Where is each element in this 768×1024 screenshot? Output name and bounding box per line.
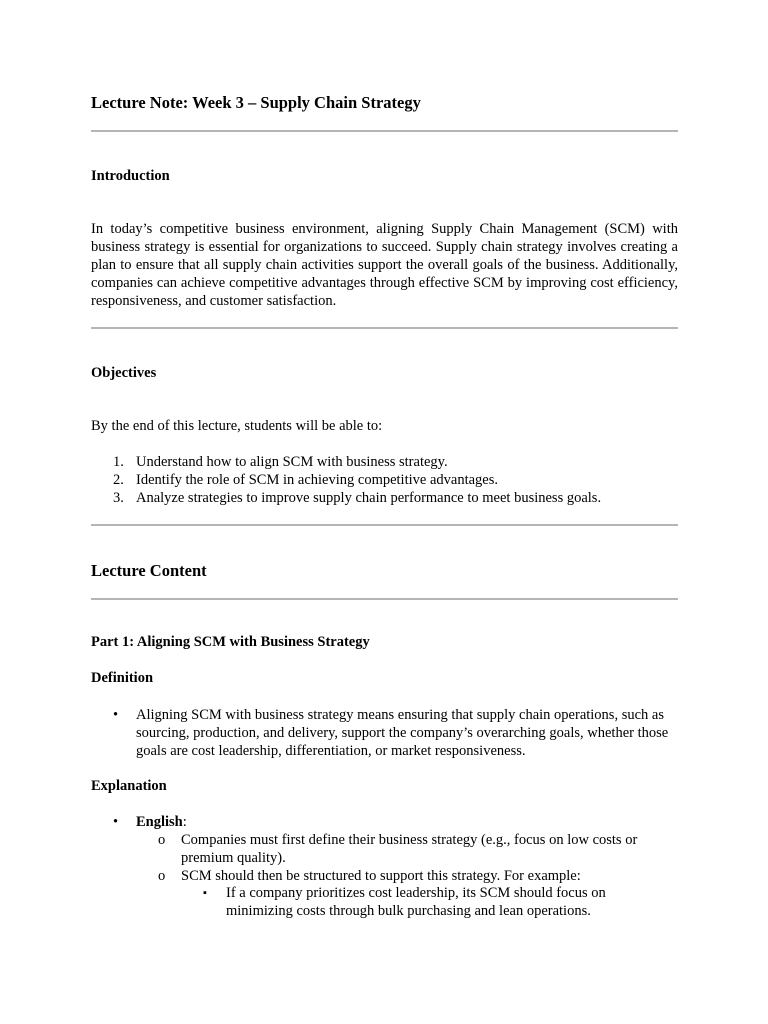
divider xyxy=(91,598,678,600)
objectives-list xyxy=(91,453,691,507)
list-item-text: Analyze strategies to improve supply chain performance to meet business goals. xyxy=(136,490,602,506)
page-title: Lecture Note: Week 3 – Supply Chain Strategy xyxy=(91,93,421,112)
sub-bullet-marker: o xyxy=(158,832,166,848)
list-item xyxy=(91,471,691,489)
explanation-heading: Explanation xyxy=(91,778,167,794)
english-label: English xyxy=(136,814,183,830)
list-item-text: Identify the role of SCM in achieving competitive advantages. xyxy=(136,472,498,488)
objectives-lead: By the end of this lecture, students will be able to: xyxy=(91,418,383,434)
sub-bullet-text: Companies must first define their business strategy (e.g., focus on low costs or premium quality). xyxy=(181,832,638,866)
list-item xyxy=(91,489,691,507)
bullet-marker: • xyxy=(113,814,119,830)
part1-heading: Part 1: Aligning SCM with Business Strategy xyxy=(91,634,370,650)
divider xyxy=(91,327,678,329)
definition-bullet-text: Aligning SCM with business strategy means ensuring that supply chain operations, such as sourcing, production, and delivery, support the company’s overarching goals, whether those goals are cost leadership, differentiation, or market responsiveness. xyxy=(136,707,669,759)
square-bullet-marker: ▪ xyxy=(203,887,207,899)
english-item xyxy=(136,813,187,831)
list-number: 2. xyxy=(113,472,124,488)
sub-sub-bullet-text: If a company prioritizes cost leadership, its SCM should focus on minimizing costs through bulk purchasing and lean operations. xyxy=(226,885,606,919)
bullet-marker: • xyxy=(113,707,119,723)
list-item xyxy=(91,453,691,471)
introduction-paragraph: In today’s competitive business environment, aligning Supply Chain Management (SCM) with business strategy is essential for organizations to succeed. Supply chain strategy involves creating a plan to ensure that all supply chain activities support the overall goals of the business. Additionally, companies can achieve competitive advantages through effective SCM by improving cost efficiency, responsiveness, and customer satisfaction. xyxy=(91,221,678,309)
list-item-text: Understand how to align SCM with business strategy. xyxy=(136,454,448,470)
objectives-heading: Objectives xyxy=(91,365,157,381)
divider xyxy=(91,524,678,526)
definition-heading: Definition xyxy=(91,670,154,686)
introduction-heading: Introduction xyxy=(91,168,170,184)
list-number: 3. xyxy=(113,490,124,506)
divider xyxy=(91,130,678,132)
lecture-content-heading: Lecture Content xyxy=(91,561,207,580)
list-number: 1. xyxy=(113,454,124,470)
english-colon: : xyxy=(182,814,187,830)
sub-bullet-marker: o xyxy=(158,868,166,884)
sub-bullet-text: SCM should then be structured to support this strategy. For example: xyxy=(181,868,581,884)
